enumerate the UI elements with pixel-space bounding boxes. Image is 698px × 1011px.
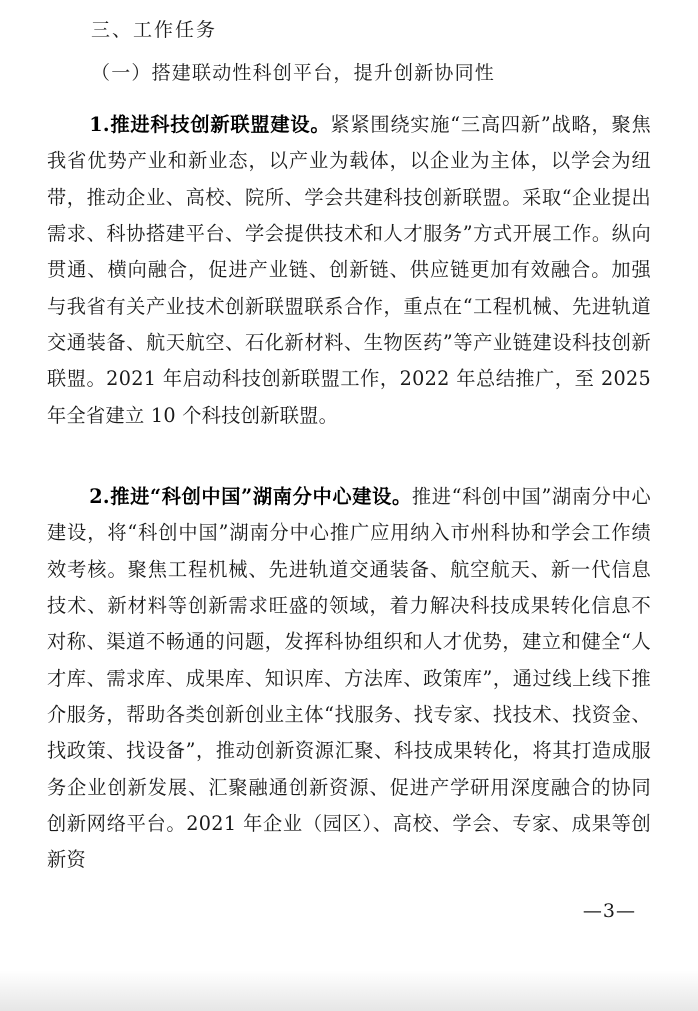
paragraph-tech-innovation-alliance: [47, 107, 651, 434]
paragraph-body: 紧紧围绕实施“三高四新”战略，聚焦我省优势产业和新业态，以产业为载体，以企业为主体，以学会为纽带，推动企业、高校、院所、学会共建科技创新联盟。采取“企业提出需求、科协搭建平台、学会提供技术和人才服务”方式开展工作。纵向贯通、横向融合，促进产业链、创新链、供应链更加有效融合。加强与我省有关产业技术创新联盟联系合作，重点在“工程机械、先进轨道交通装备、航天航空、石化新材料、生物医药”等产业链建设科技创新联盟。2021 年启动科技创新联盟工作，2022 年总结推广，至 2025 年全省建立 10 个科技创新联盟。: [47, 113, 651, 427]
paragraph-lead: 1.推进科技创新联盟建设。: [89, 113, 331, 137]
section-heading: 三、工作任务: [91, 19, 218, 41]
paragraph-lead: 2.推进“科创中国”湖南分中心建设。: [89, 485, 412, 509]
paragraph-body: 推进“科创中国”湖南分中心建设，将“科创中国”湖南分中心推广应用纳入市州科协和学会工作绩效考核。聚焦工程机械、先进轨道交通装备、航空航天、新一代信息技术、新材料等创新需求旺盛的领域，着力解决科技成果转化信息不对称、渠道不畅通的问题，发挥科协组织和人才优势，建立和健全“人才库、需求库、成果库、知识库、方法库、政策库”，通过线上线下推介服务，帮助各类创新创业主体“找服务、找专家、找技术、找资金、找政策、找设备”，推动创新资源汇聚、科技成果转化，将其打造成服务企业创新发展、汇聚融通创新资源、促进产学研用深度融合的协同创新网络平台。2021 年企业（园区）、高校、学会、专家、成果等创新资: [47, 485, 651, 872]
page-number: —3—: [582, 900, 636, 922]
paragraph-kechuang-zhongguo-hunan: [47, 479, 651, 878]
sub-heading: （一）搭建联动性科创平台，提升创新协同性: [91, 62, 496, 84]
